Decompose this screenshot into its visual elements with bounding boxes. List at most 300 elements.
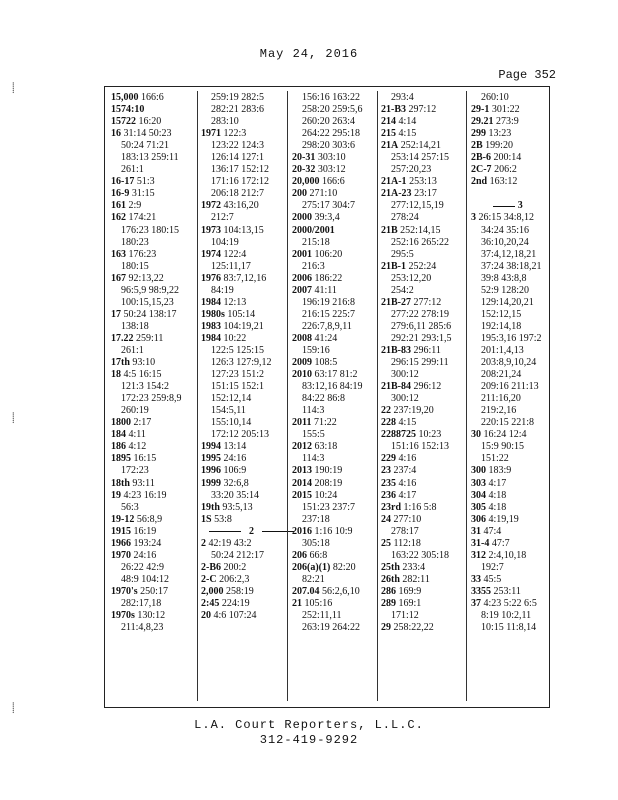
index-continuation — [471, 622, 542, 634]
page-line-refs: 16:24 12:4 — [481, 429, 527, 441]
page-line-refs: 24:16 — [131, 549, 157, 561]
index-entry — [471, 514, 542, 526]
page-line-refs: 4:6 107:24 — [211, 610, 257, 622]
index-term: 163 — [111, 248, 126, 260]
index-continuation — [381, 610, 452, 622]
page-line-refs: 4:15 — [396, 417, 417, 429]
index-term: 2000 — [292, 212, 312, 224]
index-term: 2012 — [292, 441, 312, 453]
page-line-refs: 26:22 42:9 — [121, 561, 165, 573]
page-line-refs: 237:18 — [302, 513, 330, 525]
index-continuation — [292, 321, 363, 333]
index-entry — [111, 333, 182, 345]
index-term: 304 — [471, 489, 486, 501]
index-entry — [292, 598, 363, 610]
index-entry — [381, 453, 452, 465]
page-line-refs: 114:3 — [302, 405, 325, 417]
page-line-refs: 4:23 5:22 6:5 — [481, 597, 537, 609]
index-term: 1984 — [201, 332, 221, 344]
page-line-refs: 171:12 — [391, 610, 419, 622]
page-line-refs: 169:9 — [396, 585, 422, 597]
index-entry — [111, 249, 182, 261]
index-continuation — [381, 369, 452, 381]
index-continuation — [381, 212, 452, 224]
index-entry — [292, 490, 363, 502]
index-continuation — [381, 550, 452, 562]
page-line-refs: 16:19 — [131, 525, 157, 537]
index-term: 228 — [381, 417, 396, 429]
index-term: 2014 — [292, 477, 312, 489]
page-line-refs: 259:11 — [133, 332, 164, 344]
page-line-refs: 259:19 282:5 — [211, 92, 265, 103]
page-line-refs: 10:23 — [416, 429, 442, 441]
page-line-refs: 10:22 — [221, 332, 247, 344]
page-line-refs: 122:3 — [221, 128, 247, 140]
page-line-refs: 2:9 — [126, 200, 142, 212]
page-line-refs: 4:18 — [486, 501, 507, 513]
index-entry — [381, 429, 452, 441]
index-term: 21 — [292, 597, 302, 609]
index-term: 303 — [471, 477, 486, 489]
index-term: 2006 — [292, 272, 312, 284]
index-entry — [381, 502, 452, 514]
index-continuation — [292, 140, 363, 152]
index-continuation — [111, 140, 182, 152]
index-entry — [471, 140, 542, 152]
page-line-refs: 127:23 151:2 — [211, 369, 265, 381]
index-entry — [471, 152, 542, 164]
index-entry — [471, 526, 542, 538]
index-entry — [471, 550, 542, 562]
index-continuation — [111, 502, 182, 514]
page-line-refs: 224:19 — [219, 597, 250, 609]
index-term: 300 — [471, 465, 486, 477]
page-line-refs: 66:8 — [307, 549, 328, 561]
index-term: 289 — [381, 597, 396, 609]
page-line-refs: 263:19 264:22 — [302, 622, 361, 634]
page-line-refs: 296:11 — [411, 344, 441, 356]
index-term: 21A-1 — [381, 176, 407, 188]
page-line-refs: 180:23 — [121, 236, 149, 248]
page-line-refs: 47:7 — [489, 537, 510, 549]
page-line-refs: 151:23 237:7 — [302, 501, 356, 513]
index-term: 229 — [381, 453, 396, 465]
index-continuation — [471, 405, 542, 417]
page-line-refs: 211:4,8,23 — [121, 622, 164, 634]
page-line-refs: 293:4 — [391, 92, 414, 103]
page-line-refs: 4:16 — [396, 477, 417, 489]
index-continuation — [471, 610, 542, 622]
index-entry — [292, 225, 363, 237]
index-continuation — [471, 237, 542, 249]
index-continuation — [471, 309, 542, 321]
page-line-refs: 114:3 — [302, 453, 325, 465]
page-line-refs: 169:1 — [396, 597, 422, 609]
index-term: 167 — [111, 272, 126, 284]
index-entry — [471, 116, 542, 128]
index-continuation — [471, 357, 542, 369]
page-line-refs: 56:8,9 — [134, 513, 163, 525]
index-term: 17.22 — [111, 332, 134, 344]
index-continuation — [111, 574, 182, 586]
index-term: 23rd — [381, 501, 401, 513]
index-term: 19 — [111, 489, 121, 501]
letter-label: 2 — [249, 525, 254, 537]
page-line-refs: 163:12 — [487, 176, 518, 188]
page-line-refs: 277:12,15,19 — [391, 200, 444, 212]
page-line-refs: 303:10 — [315, 152, 346, 164]
page-line-refs: 200:2 — [221, 561, 247, 573]
index-term: 2288725 — [381, 429, 416, 441]
page-line-refs: 1:16 10:9 — [312, 525, 353, 537]
index-term: 206 — [292, 549, 307, 561]
index-continuation — [471, 441, 542, 453]
page-line-refs: 254:2 — [391, 284, 414, 296]
page-line-refs: 93:11 — [129, 477, 155, 489]
page-line-refs: 180:15 — [121, 260, 149, 272]
index-entry — [111, 586, 182, 598]
page-line-refs: 47:4 — [481, 525, 502, 537]
page-line-refs: 279:6,11 285:6 — [391, 320, 452, 332]
index-column-1 — [111, 92, 182, 634]
page-line-refs: 233:4 — [399, 561, 426, 573]
page-line-refs: 271:10 — [307, 188, 338, 200]
index-entry — [381, 538, 452, 550]
index-continuation — [111, 598, 182, 610]
index-entry — [111, 176, 182, 188]
index-term: 17 — [111, 308, 121, 320]
index-entry — [292, 152, 363, 164]
index-term: 37 — [471, 597, 481, 609]
index-term: 22 — [381, 405, 391, 417]
index-term: 1970s — [111, 610, 135, 622]
index-entry — [292, 586, 363, 598]
index-continuation — [111, 237, 182, 249]
page-line-refs: 4:12 — [126, 441, 147, 453]
page-line-refs: 8:19 10:2,11 — [481, 610, 532, 622]
page-line-refs: 258:20 259:5,6 — [302, 104, 363, 116]
index-entry — [292, 478, 363, 490]
index-term: 25 — [381, 537, 391, 549]
rule-line — [493, 206, 515, 207]
index-continuation — [111, 405, 182, 417]
page-line-refs: 50:24 138:17 — [121, 308, 177, 320]
index-continuation — [292, 610, 363, 622]
column-divider — [377, 91, 378, 701]
index-term: 2nd — [471, 176, 488, 188]
page-line-refs: 63:18 — [312, 441, 338, 453]
index-entry — [292, 357, 363, 369]
index-entry — [381, 128, 452, 140]
page-line-refs: 4:11 — [126, 429, 146, 441]
index-continuation — [111, 381, 182, 393]
column-divider — [287, 91, 288, 701]
index-term: 2015 — [292, 489, 312, 501]
index-entry — [111, 478, 182, 490]
page-line-refs: 53:8 — [211, 513, 232, 525]
page-line-refs: 33:20 35:14 — [211, 489, 260, 501]
index-continuation — [111, 465, 182, 477]
page-line-refs: 282:11 — [399, 573, 430, 585]
letter-label: 3 — [517, 200, 523, 212]
index-term: 20 — [201, 610, 211, 622]
index-term: 2-C — [201, 573, 217, 585]
index-term: 306 — [471, 513, 486, 525]
index-term: 1983 — [201, 320, 221, 332]
index-entry — [381, 514, 452, 526]
page-line-refs: 199:20 — [482, 140, 513, 152]
page-line-refs: 209:16 211:13 — [481, 381, 539, 393]
footer-phone: 312-419-9292 — [259, 733, 359, 747]
page-line-refs: 105:16 — [302, 597, 333, 609]
page-line-refs: 277:12 — [411, 296, 442, 308]
page-line-refs: 93:5,13 — [219, 501, 253, 513]
index-term: 2:45 — [201, 597, 220, 609]
page-line-refs: 34:24 35:16 — [481, 224, 530, 236]
index-entry — [381, 225, 452, 237]
page-line-refs: 282:17,18 — [121, 597, 162, 609]
index-term: 1S — [201, 513, 212, 525]
page-line-refs: 220:15 221:8 — [481, 417, 535, 429]
page-line-refs: 297:12 — [406, 104, 437, 116]
page-line-refs: 2:4,10,18 — [486, 549, 527, 561]
index-entry — [381, 140, 452, 152]
index-entry — [381, 465, 452, 477]
index-continuation — [471, 261, 542, 273]
page-line-refs: 206:18 212:7 — [211, 188, 265, 200]
page-line-refs: 277:10 — [391, 513, 422, 525]
page-line-refs: 154:5,11 — [211, 405, 246, 417]
index-entry — [381, 405, 452, 417]
index-frame — [104, 86, 550, 708]
page-line-refs: 252:16 265:22 — [391, 236, 450, 248]
index-continuation — [292, 393, 363, 405]
index-term: 24 — [381, 513, 391, 525]
page-line-refs: 190:19 — [312, 465, 343, 477]
index-continuation — [292, 514, 363, 526]
header-page-number: Page 352 — [498, 68, 556, 82]
index-term: 1915 — [111, 525, 131, 537]
index-entry — [471, 586, 542, 598]
page-line-refs: 208:19 — [312, 477, 343, 489]
page-line-refs: 278:17 — [391, 525, 419, 537]
index-term: 23 — [381, 465, 391, 477]
index-entry — [111, 417, 182, 429]
page-line-refs: 296:15 299:11 — [391, 357, 449, 369]
index-term: 1574:10 — [111, 104, 145, 116]
index-continuation — [381, 357, 452, 369]
index-continuation — [111, 622, 182, 634]
page-line-refs: 104:19 — [211, 236, 239, 248]
page-line-refs: 252:24 — [406, 260, 437, 272]
page-line-refs: 192:7 — [481, 561, 504, 573]
page-line-refs: 252:14,15 — [397, 224, 441, 236]
page-line-refs: 31:15 — [129, 188, 155, 200]
index-term: 29.21 — [471, 116, 494, 128]
page-line-refs: 203:8,9,10,24 — [481, 357, 537, 369]
index-entry — [111, 200, 182, 212]
page-line-refs: 15:9 90:15 — [481, 441, 525, 453]
page-line-refs: 183:13 259:11 — [121, 152, 179, 164]
page-line-refs: 216:15 225:7 — [302, 308, 356, 320]
index-term: 305 — [471, 501, 486, 513]
index-continuation — [381, 164, 452, 176]
index-term: 18th — [111, 477, 130, 489]
index-entry — [292, 188, 363, 200]
page-line-refs: 250:17 — [137, 585, 168, 597]
page-line-refs: 138:18 — [121, 320, 149, 332]
index-term: 1976 — [201, 272, 221, 284]
page-line-refs: 108:5 — [312, 357, 338, 369]
page-line-refs: 83:7,12,16 — [221, 272, 267, 284]
page-line-refs: 50:24 71:21 — [121, 140, 170, 152]
index-term: 2 — [201, 537, 206, 549]
index-term: 21B — [381, 224, 398, 236]
index-entry — [381, 116, 452, 128]
index-term: 3 — [471, 212, 476, 224]
index-term: 1970 — [111, 549, 131, 561]
page-line-refs: 83:12,16 84:19 — [302, 381, 363, 393]
index-term: 26th — [381, 573, 400, 585]
index-entry — [381, 622, 452, 634]
index-continuation — [381, 441, 452, 453]
page-line-refs: 174:21 — [126, 212, 157, 224]
index-entry — [292, 212, 363, 224]
index-continuation — [111, 225, 182, 237]
page-line-refs: 298:20 303:6 — [302, 140, 356, 152]
page-line-refs: 24:16 — [221, 453, 247, 465]
index-entry — [292, 550, 363, 562]
page-line-refs: 36:10,20,24 — [481, 236, 529, 248]
page-line-refs: 39:8 43:8,8 — [481, 272, 527, 284]
index-entry — [292, 273, 363, 285]
page-line-refs: 2:17 — [131, 417, 152, 429]
index-continuation — [381, 237, 452, 249]
page-line-refs: 4:15 — [396, 128, 417, 140]
index-continuation — [471, 369, 542, 381]
index-continuation — [111, 345, 182, 357]
page-line-refs: 258:22,22 — [391, 622, 434, 634]
page-line-refs: 104:19,21 — [221, 320, 264, 332]
page-line-refs: 282:21 283:6 — [211, 104, 265, 116]
index-term: 1995 — [201, 453, 221, 465]
index-term: 21B-84 — [381, 381, 411, 393]
index-entry — [111, 550, 182, 562]
index-entry — [471, 574, 542, 586]
page-line-refs: 166:6 — [138, 92, 164, 103]
page-line-refs: 219:2,16 — [481, 405, 517, 417]
page-line-refs: 4:17 — [486, 477, 507, 489]
index-term: 31 — [471, 525, 481, 537]
page-line-refs: 121:3 154:2 — [121, 381, 170, 393]
page-line-refs: 45:5 — [481, 573, 502, 585]
index-entry — [381, 345, 452, 357]
index-continuation — [111, 285, 182, 297]
index-term: 2B — [471, 140, 483, 152]
page-line-refs: 275:17 304:7 — [302, 200, 356, 212]
column-divider — [197, 91, 198, 701]
column-divider — [466, 91, 467, 701]
page-line-refs: 260:19 — [121, 405, 149, 417]
index-entry — [292, 465, 363, 477]
page-line-refs: 258:19 — [223, 585, 254, 597]
page-line-refs: 212:7 — [211, 212, 234, 224]
index-term: 161 — [111, 200, 126, 212]
index-entry — [111, 526, 182, 538]
index-term: 21B-27 — [381, 296, 411, 308]
index-term: 20,000 — [292, 176, 320, 188]
index-continuation — [292, 538, 363, 550]
page-line-refs: 195:3,16 197:2 — [481, 332, 542, 344]
rule-line — [262, 531, 294, 532]
index-continuation — [292, 453, 363, 465]
index-term: 20-32 — [292, 164, 316, 176]
index-entry — [471, 502, 542, 514]
index-term: 2008 — [292, 332, 312, 344]
index-column-3 — [292, 92, 363, 634]
page-line-refs: 159:16 — [302, 344, 330, 356]
scan-mark: ⸽ — [12, 83, 15, 94]
index-term: 15,000 — [111, 92, 139, 103]
index-term: 312 — [471, 549, 486, 561]
page-line-refs: 292:21 293:1,5 — [391, 332, 452, 344]
page-line-refs: 151:16 152:13 — [391, 441, 450, 453]
index-continuation — [471, 297, 542, 309]
index-continuation — [292, 502, 363, 514]
page-line-refs: 84:22 86:8 — [302, 393, 346, 405]
index-term: 29-1 — [471, 104, 490, 116]
index-continuation — [111, 164, 182, 176]
index-term: 2C-7 — [471, 164, 492, 176]
index-continuation — [381, 273, 452, 285]
index-continuation — [381, 92, 452, 104]
index-continuation — [471, 381, 542, 393]
index-entry — [381, 598, 452, 610]
index-term: 1895 — [111, 453, 131, 465]
page-line-refs: 104:13,15 — [221, 224, 264, 236]
blank-line — [471, 188, 542, 200]
index-continuation — [381, 200, 452, 212]
page-line-refs: 1:16 5:8 — [401, 501, 437, 513]
index-entry — [381, 417, 452, 429]
index-entry — [111, 309, 182, 321]
page-line-refs: 112:18 — [391, 537, 421, 549]
index-entry — [471, 212, 542, 224]
scan-mark: ⸽ — [12, 703, 15, 714]
index-entry — [111, 610, 182, 622]
index-entry — [471, 465, 542, 477]
index-term: 186 — [111, 441, 126, 453]
page-line-refs: 208:21,24 — [481, 369, 522, 381]
page-line-refs: 23:17 — [411, 188, 437, 200]
page-line-refs: 4:18 — [486, 489, 507, 501]
index-entry — [471, 128, 542, 140]
page-line-refs: 84:19 — [211, 284, 234, 296]
page-line-refs: 82:21 — [302, 573, 325, 585]
index-term: 2010 — [292, 369, 312, 381]
page-line-refs: 93:10 — [129, 357, 156, 369]
page-line-refs: 10:24 — [312, 489, 338, 501]
page-line-refs: 295:5 — [391, 248, 414, 260]
index-entry — [471, 478, 542, 490]
index-term: 235 — [381, 477, 396, 489]
index-continuation — [381, 321, 452, 333]
index-term: 236 — [381, 489, 396, 501]
page-line-refs: 16:20 — [136, 116, 162, 128]
page-line-refs: 41:11 — [312, 284, 337, 296]
index-entry — [111, 357, 182, 369]
index-term: 2,000 — [201, 585, 224, 597]
